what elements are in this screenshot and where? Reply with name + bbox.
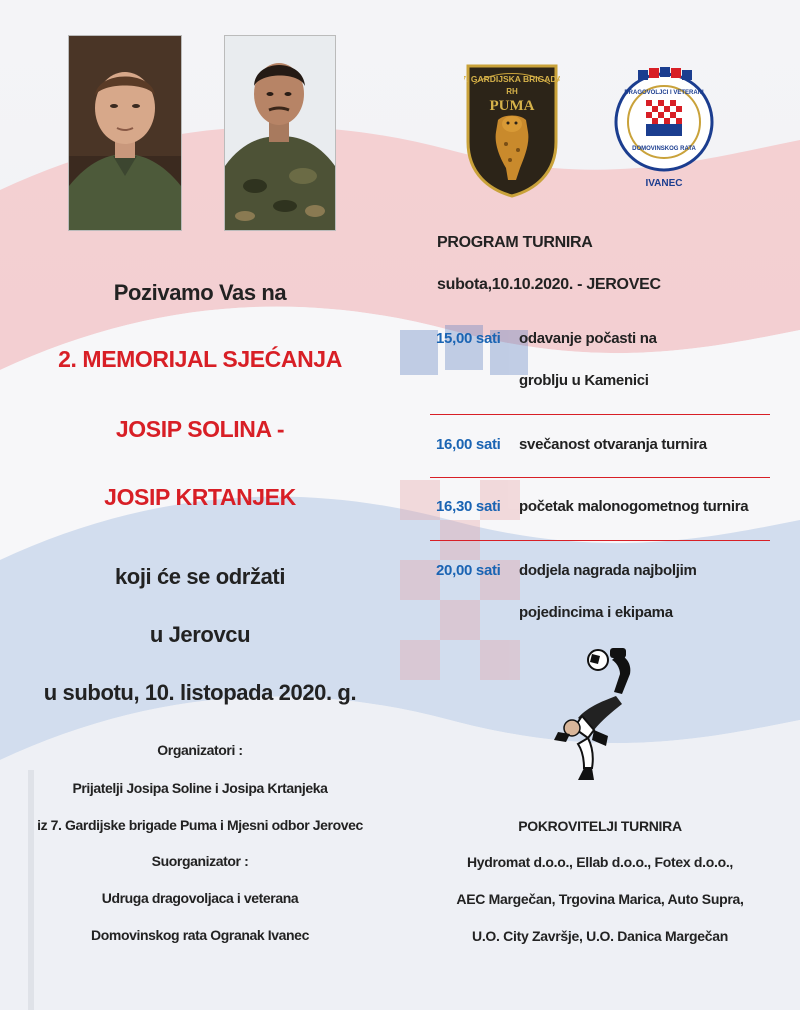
puma-emblem-rh-text: RH [506, 87, 518, 96]
co-organizer-line-1: Udruga dragovoljaca i veterana [101, 890, 299, 906]
organizers-heading: Organizatori : [157, 742, 243, 758]
memorial-name-solina: JOSIP SOLINA - [115, 416, 285, 442]
invitation-date: u subotu, 10. listopada 2020. g. [43, 680, 357, 705]
sponsors-line-2: AEC Margečan, Trgovina Marica, Auto Supra, [456, 891, 744, 907]
puma-emblem-name-text: PUMA [489, 98, 535, 114]
invitation-location: u Jerovcu [149, 622, 251, 647]
sponsors-line-1: Hydromat d.o.o., Ellab d.o.o., Fotex d.o.o., [466, 854, 734, 870]
program-heading: PROGRAM TURNIRA [437, 234, 593, 251]
udvdr-ring-text: DRAGOVOLJCI I VETERANI [624, 90, 704, 96]
program-item-3-text: početak malonogometnog turnira [519, 498, 749, 515]
udvdr-city-text: IVANEC [645, 178, 683, 189]
invitation-held-text: koji će se održati [114, 564, 286, 589]
program-item-4-time: 20,00 sati [436, 562, 501, 579]
program-item-2-text: svečanost otvaranja turnira [519, 436, 707, 453]
program-item-3-time: 16,30 sati [436, 498, 501, 515]
co-organizer-heading: Suorganizator : [151, 853, 249, 869]
udvdr-ivanec-emblem [612, 62, 716, 196]
portrait-photo-right [224, 35, 336, 231]
puma-brigade-emblem [464, 62, 560, 198]
portrait-photo-left [68, 35, 182, 231]
organizers-line-2: iz 7. Gardijske brigade Puma i Mjesni odbor Jerovec [37, 817, 363, 833]
program-divider-3 [430, 540, 770, 541]
sponsors-heading: POKROVITELJI TURNIRA [518, 818, 682, 834]
program-item-4-text-2: pojedincima i ekipama [519, 604, 673, 621]
program-item-4-text: dodjela nagrada najboljim [519, 562, 697, 579]
memorial-name-krtanjek: JOSIP KRTANJEK [104, 484, 296, 510]
organizers-line-1: Prijatelji Josipa Soline i Josipa Krtanjeka [72, 780, 328, 796]
puma-emblem-top-text: 7. GARDIJSKA BRIGADA [464, 74, 560, 84]
invitation-intro: Pozivamo Vas na [113, 280, 287, 305]
memorial-title: 2. MEMORIJAL SJEĆANJA [58, 346, 342, 372]
co-organizer-line-2: Domovinskog rata Ogranak Ivanec [91, 927, 309, 943]
program-item-1-time: 15,00 sati [436, 330, 501, 347]
football-player-illustration [548, 646, 648, 784]
program-item-2-time: 16,00 sati [436, 436, 501, 453]
program-divider-1 [430, 414, 770, 415]
program-item-1-text-2: groblju u Kamenici [519, 372, 649, 389]
sponsors-line-3: U.O. City Završje, U.O. Danica Margečan [472, 928, 728, 944]
program-date: subota,10.10.2020. - JEROVEC [437, 276, 661, 293]
udvdr-bottom-text: DOMOVINSKOG RATA [632, 146, 696, 152]
program-item-1-text: odavanje počasti na [519, 330, 657, 347]
program-divider-2 [430, 477, 770, 478]
